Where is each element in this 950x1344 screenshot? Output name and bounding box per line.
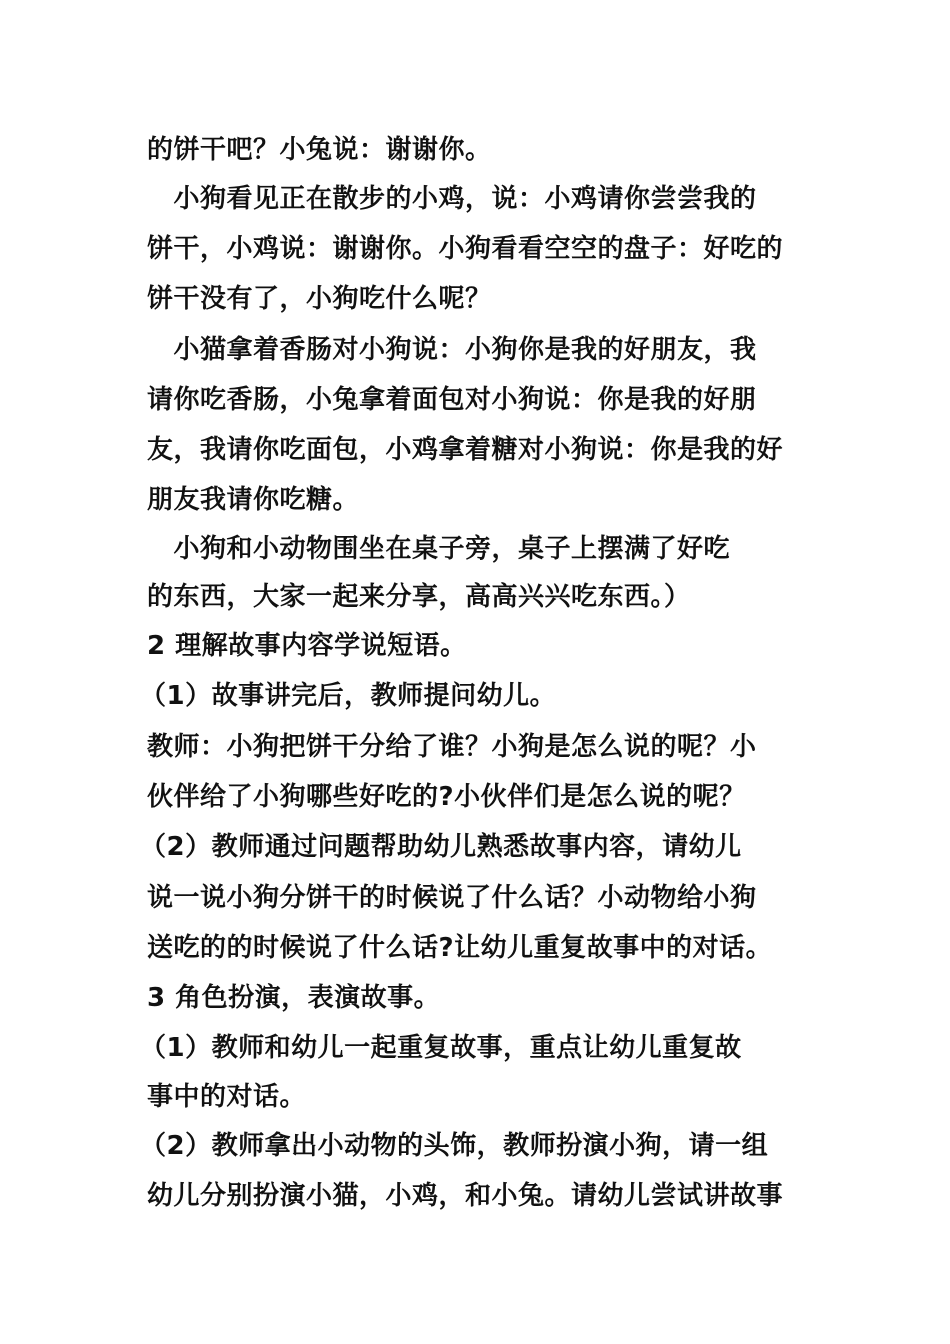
- paragraph-line: 的东西，大家一起来分享，高高兴兴吃东西。）: [147, 582, 691, 612]
- paragraph-line: 事中的对话。: [147, 1082, 307, 1112]
- paragraph-line: 小狗和小动物围坐在桌子旁，桌子上摆满了好吃: [147, 534, 731, 564]
- section-heading: 3 角色扮演，表演故事。: [147, 983, 441, 1013]
- paragraph-line: 小猫拿着香肠对小狗说：小狗你是我的好朋友，我: [147, 335, 757, 365]
- step-item: （2）教师通过问题帮助幼儿熟悉故事内容，请幼儿: [140, 832, 742, 862]
- paragraph-line: 教师：小狗把饼干分给了谁？小狗是怎么说的呢？小: [147, 732, 757, 762]
- paragraph-line: 幼儿分别扮演小猫，小鸡，和小兔。请幼儿尝试讲故事: [147, 1181, 784, 1211]
- step-item: （2）教师拿出小动物的头饰，教师扮演小狗，请一组: [140, 1131, 769, 1161]
- paragraph-line: 伙伴给了小狗哪些好吃的?小伙伴们是怎么说的呢？: [147, 782, 746, 812]
- paragraph-line: 饼干没有了，小狗吃什么呢？: [147, 284, 492, 314]
- section-heading: 2 理解故事内容学说短语。: [147, 631, 467, 661]
- step-item: （1）教师和幼儿一起重复故事，重点让幼儿重复故: [140, 1033, 742, 1063]
- paragraph-line: 朋友我请你吃糖。: [147, 485, 360, 515]
- paragraph-line: 送吃的的时候说了什么话?让幼儿重复故事中的对话。: [147, 933, 773, 963]
- text-line: 的饼干吧？小兔说：谢谢你。: [147, 135, 492, 165]
- step-item: （1）故事讲完后，教师提问幼儿。: [140, 681, 557, 711]
- paragraph-line: 说一说小狗分饼干的时候说了什么话？小动物给小狗: [147, 883, 757, 913]
- paragraph-line: 饼干，小鸡说：谢谢你。小狗看看空空的盘子：好吃的: [147, 234, 784, 264]
- paragraph-line: 请你吃香肠，小兔拿着面包对小狗说：你是我的好朋: [147, 385, 757, 415]
- paragraph-line: 友，我请你吃面包，小鸡拿着糖对小狗说：你是我的好: [147, 435, 784, 465]
- paragraph-line: 小狗看见正在散步的小鸡，说：小鸡请你尝尝我的: [147, 184, 757, 214]
